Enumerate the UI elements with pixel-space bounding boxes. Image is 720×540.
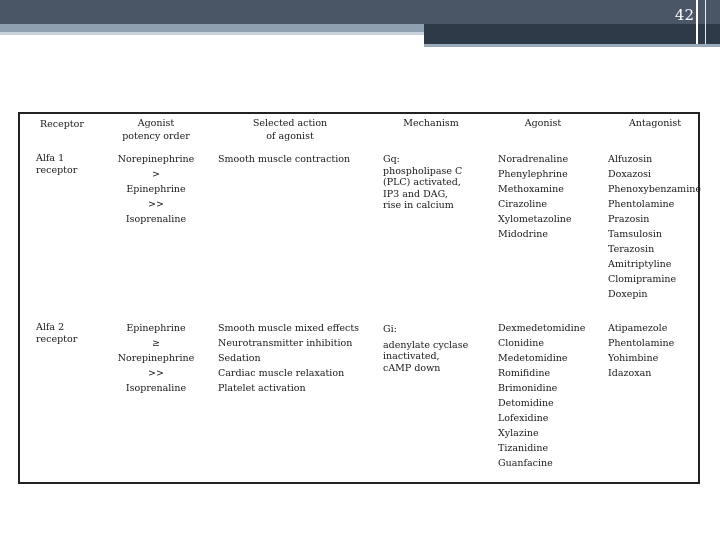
header-block (424, 24, 720, 44)
receptor-table (18, 112, 700, 484)
row-alfa1-potency: Norepinephrine > Epinephrine >> Isoprenaline (117, 154, 195, 225)
header-selected-action: Selected action of agonist (252, 118, 328, 142)
header-block-underline (424, 44, 720, 47)
header-band (0, 0, 720, 24)
row-alfa1-mechanism: Gq: phospholipase C (PLC) activated, IP3 and DAG, rise in calcium (383, 154, 463, 211)
header-agonist: Agonist (524, 118, 562, 129)
header-divider-thin (705, 0, 706, 44)
row-alfa1-receptor: Alfa 1 receptor (36, 153, 78, 176)
row-alfa2-mechanism: Gi: adenylate cyclase inactivated, cAMP down (383, 324, 469, 374)
header-divider (696, 0, 698, 44)
row-alfa1-agonists: Noradrenaline Phenylephrine Methoxamine Cirazoline Xylometazoline Midodrine (498, 154, 572, 240)
header-mechanism: Mechanism (403, 118, 459, 129)
row-alfa2-potency: Epinephrine ≥ Norepinephrine >> Isoprenaline (117, 323, 195, 394)
header-receptor: Receptor (40, 119, 84, 130)
row-alfa2-actions: Smooth muscle mixed effects Neurotransmitter inhibition Sedation Cardiac muscle relaxation Platelet activation (218, 323, 360, 394)
row-alfa2-antagonists: Atipamezole Phentolamine Yohimbine Idazoxan (608, 323, 675, 379)
row-alfa2-receptor: Alfa 2 receptor (36, 322, 78, 345)
header-antagonist: Antagonist (628, 118, 682, 129)
row-alfa2-agonists: Dexmedetomidine Clonidine Medetomidine Romifidine Brimonidine Detomidine Lofexidine Xylazine Tizanidine Guanfacine (498, 323, 586, 469)
page-number: 42 (674, 6, 694, 24)
row-alfa1-antagonists: Alfuzosin Doxazosi Phenoxybenzamine Phentolamine Prazosin Tamsulosin Terazosin Amitriptyline Clomipramine Doxepin (608, 154, 701, 300)
header-potency-order: Agonist potency order (122, 118, 190, 142)
row-alfa1-actions: Smooth muscle contraction (218, 154, 351, 165)
